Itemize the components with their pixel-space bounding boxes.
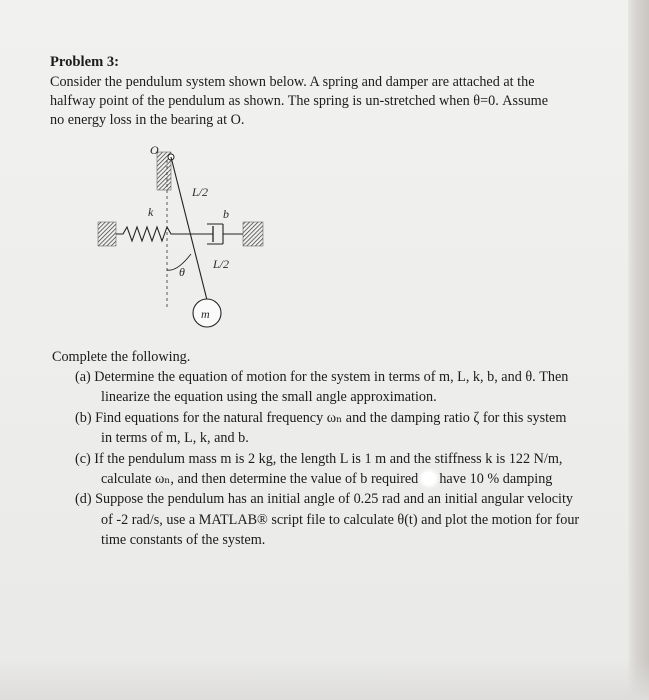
task-c-line-2b: have 10 % damping	[439, 471, 553, 487]
task-b-line-2: in terms of m, L, k, and b.	[101, 430, 249, 446]
intro-line-1: Consider the pendulum system shown below. A spring and damper are attached at the	[50, 74, 535, 90]
angle-label: θ	[179, 265, 185, 279]
task-c-line-2	[101, 471, 552, 487]
task-d-line-1: (d) Suppose the pendulum has an initial angle of 0.25 rad and an initial angular velocity	[75, 491, 574, 507]
pivot-label: O	[150, 143, 159, 157]
task-d-line-2: of -2 rad/s, use a MATLAB® script file to calculate θ(t) and plot the motion for four	[101, 512, 580, 528]
pendulum-diagram	[95, 130, 285, 340]
intro-line-2: halfway point of the pendulum as shown. The spring is un-stretched when θ=0. Assume	[50, 93, 549, 109]
upper-length-label: L/2	[192, 185, 209, 199]
intro-line-3: no energy loss in the bearing at O.	[50, 112, 245, 128]
damper-label: b	[223, 207, 229, 221]
page-shadow	[0, 660, 649, 700]
left-wall	[98, 222, 116, 246]
mass-label: m	[201, 307, 210, 321]
right-wall	[243, 222, 263, 246]
pendulum-rod	[171, 157, 207, 300]
light-glare	[422, 472, 436, 485]
task-d-line-3: time constants of the system.	[101, 532, 266, 548]
task-b-line-1: (b) Find equations for the natural frequency ωₙ and the damping ratio ζ for this system	[75, 410, 567, 426]
task-a-line-1: (a) Determine the equation of motion for the system in terms of m, L, k, b, and θ. Then	[75, 369, 569, 385]
tasks-heading: Complete the following.	[52, 349, 191, 365]
task-a-line-2: linearize the equation using the small angle approximation.	[101, 389, 437, 405]
task-c-line-1: (c) If the pendulum mass m is 2 kg, the length L is 1 m and the stiffness k is 122 N/m,	[75, 451, 563, 467]
lower-length-label: L/2	[213, 257, 230, 271]
task-c-line-2a: calculate ωₙ, and then determine the value of b required	[101, 471, 419, 487]
page-edge	[628, 0, 649, 700]
problem-title: Problem 3:	[50, 54, 120, 70]
spring-label: k	[148, 205, 154, 219]
spring	[116, 227, 189, 241]
